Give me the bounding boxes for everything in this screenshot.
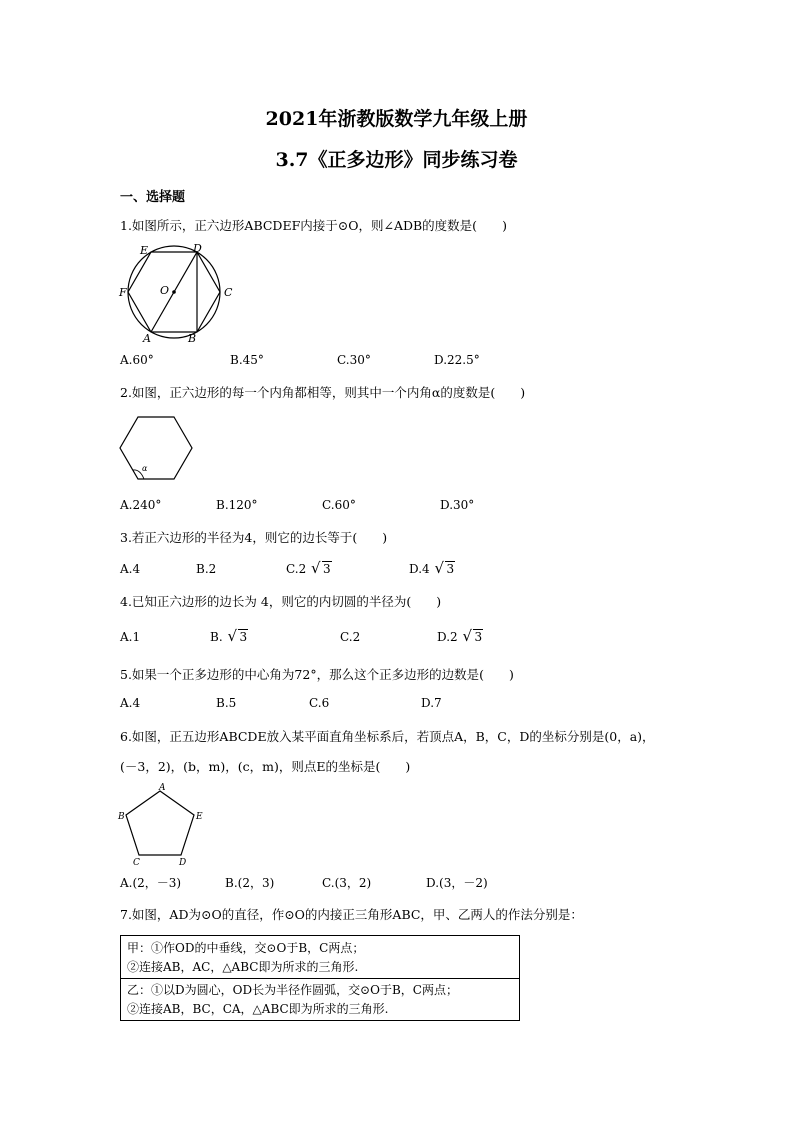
method-jia-row <box>121 936 519 979</box>
question-2-stem: 2.如图，正六边形的每一个内角都相等，则其中一个内角α的度数是( ) <box>120 385 526 400</box>
question-2-figure <box>112 410 202 485</box>
fig6-label-c: C <box>133 858 140 867</box>
fig1-label-f: F <box>119 286 127 299</box>
question-4-option-d <box>437 627 483 645</box>
fig6-label-e: E <box>196 812 203 822</box>
question-1-option-b: B.45° <box>230 353 264 367</box>
question-6-option-c: C.(3，2) <box>322 876 372 890</box>
question-6-option-d: D.(3，－2) <box>426 876 488 890</box>
question-2-option-b: B.120° <box>216 498 258 512</box>
construction-methods-table <box>120 935 520 1021</box>
question-1-option-a: A.60° <box>120 353 154 367</box>
question-2-option-d: D.30° <box>440 498 475 512</box>
question-5-stem: 5.如果一个正多边形的中心角为72°，那么这个正多边形的边数是( ) <box>120 667 514 682</box>
sqrt-icon: √ 3 <box>311 559 331 577</box>
sqrt-icon: √ 3 <box>227 627 248 645</box>
radicand: 3 <box>446 562 455 576</box>
question-4-option-b <box>210 627 248 645</box>
method-yi-step-2: ②连接AB，BC，CA，△ABC即为所求的三角形. <box>127 1002 389 1016</box>
question-7-stem: 7.如图，AD为⊙O的直径，作⊙O的内接正三角形ABC，甲、乙两人的作法分别是： <box>120 907 583 922</box>
fig1-label-c: C <box>224 286 233 299</box>
question-6-stem-line-2: (－3，2)，(b，m)，(c，m)，则点E的坐标是( ) <box>120 759 411 774</box>
question-3-option-a: A.4 <box>120 562 141 576</box>
question-3-option-b: B.2 <box>196 562 217 576</box>
question-3-option-c <box>286 559 332 577</box>
fig2-label-alpha: α <box>142 464 148 473</box>
question-1-stem: 1.如图所示，正六边形ABCDEF内接于⊙O，则∠ADB的度数是( ) <box>120 218 507 233</box>
question-3-option-d <box>409 559 455 577</box>
question-1-figure <box>110 238 235 346</box>
question-2-option-a: A.240° <box>120 498 162 512</box>
question-4-option-d-text: D.2 <box>437 630 458 644</box>
fig1-label-o: O <box>160 284 170 297</box>
fig1-label-d: D <box>193 242 202 255</box>
question-3-option-d-text: D.4 <box>409 562 430 576</box>
sqrt-icon: √ 3 <box>462 627 483 645</box>
fig6-label-d: D <box>179 858 187 867</box>
question-6-option-b: B.(2，3) <box>225 876 275 890</box>
question-1-option-c: C.30° <box>337 353 371 367</box>
method-yi-step-1: 乙：①以D为圆心，OD长为半径作圆弧，交⊙O于B，C两点； <box>127 983 458 997</box>
question-3-option-c-text: C.2 <box>286 562 307 576</box>
radicand: 3 <box>474 630 483 644</box>
document-title: 2021年浙教版数学九年级上册 <box>265 108 528 130</box>
question-6-option-a: A.(2，－3) <box>120 876 182 890</box>
fig1-label-b: B <box>188 332 197 345</box>
question-4-option-a: A.1 <box>120 630 141 644</box>
question-3-stem: 3.若正六边形的半径为4，则它的边长等于( ) <box>120 530 388 545</box>
question-1-option-d: D.22.5° <box>434 353 480 367</box>
question-6-stem-line-1: 6.如图，正五边形ABCDE放入某平面直角坐标系后，若顶点A，B，C，D的坐标分别是(0，a)， <box>120 729 655 744</box>
radicand: 3 <box>239 630 248 644</box>
section-heading: 一、选择题 <box>120 190 186 205</box>
fig1-label-a: A <box>143 332 151 345</box>
question-5-option-d: D.7 <box>421 696 442 710</box>
fig6-label-a: A <box>159 783 166 793</box>
fig1-label-e: E <box>140 244 149 257</box>
sqrt-icon: √ 3 <box>434 559 455 577</box>
question-5-option-b: B.5 <box>216 696 237 710</box>
method-yi-row <box>121 978 519 1020</box>
method-jia-step-1: 甲：①作OD的中垂线，交⊙O于B，C两点； <box>127 941 365 955</box>
question-6-figure <box>116 781 208 867</box>
question-4-option-b-text: B. <box>210 630 223 644</box>
method-jia-step-2: ②连接AB，AC，△ABC即为所求的三角形. <box>127 960 359 974</box>
document-subtitle: 3.7《正多边形》同步练习卷 <box>275 149 518 171</box>
question-2-option-c: C.60° <box>322 498 356 512</box>
radicand: 3 <box>323 562 331 576</box>
question-4-option-c: C.2 <box>340 630 361 644</box>
question-5-option-a: A.4 <box>120 696 141 710</box>
question-4-stem: 4.已知正六边形的边长为 4，则它的内切圆的半径为( ) <box>120 594 442 609</box>
question-5-option-c: C.6 <box>309 696 330 710</box>
fig6-label-b: B <box>118 812 125 822</box>
